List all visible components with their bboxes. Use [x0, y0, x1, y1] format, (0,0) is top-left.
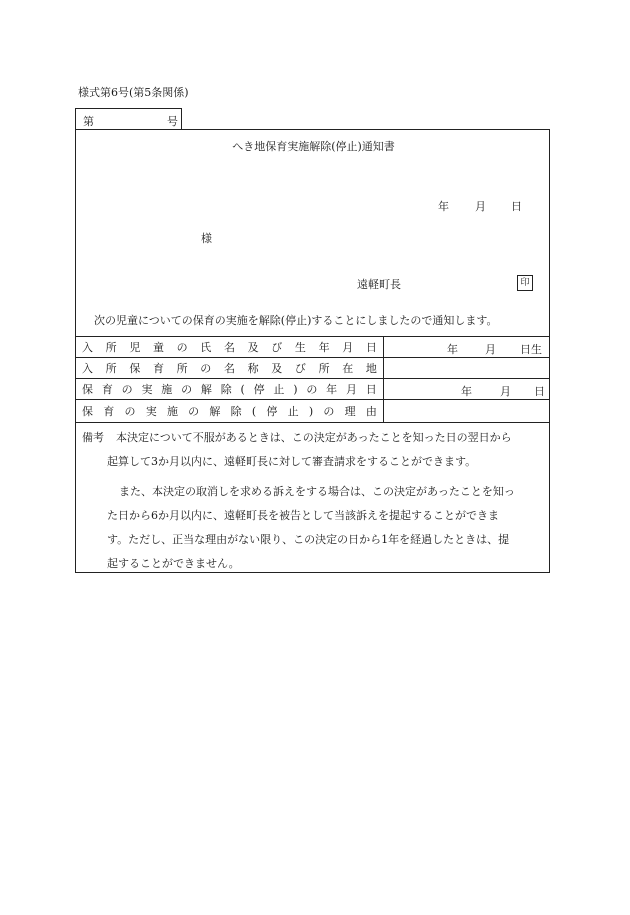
birth-year: 年	[447, 343, 458, 356]
date-month: 月	[475, 200, 486, 213]
row-value	[384, 379, 549, 399]
remarks-line: す。ただし、正当な理由がない限り、この決定の日から1年を経過したときは、提	[107, 533, 510, 546]
release-month: 月	[500, 385, 511, 398]
release-year: 年	[461, 385, 472, 398]
row-label: 保 育 の 実 施 の 解 除 ( 停 止 ) の 年 月 日	[76, 379, 384, 399]
form-label: 様式第6号(第5条関係)	[78, 86, 189, 99]
table-row	[76, 378, 549, 399]
remarks-line: 本決定について不服があるときは、この決定があったことを知った日の翌日から	[116, 431, 512, 444]
issue-date-line	[438, 198, 522, 214]
number-prefix: 第	[83, 115, 94, 128]
birth-month: 月	[485, 343, 496, 356]
table-row	[76, 336, 549, 357]
remarks-line: 起算して3か月以内に、遠軽町長に対して審査請求をすることができます。	[107, 455, 477, 468]
table-row	[76, 399, 549, 422]
row-label: 入 所 児 童 の 氏 名 及 び 生 年 月 日	[76, 337, 384, 357]
document-number-box	[75, 108, 182, 129]
row-label: 入 所 保 育 所 の 名 称 及 び 所 在 地	[76, 358, 384, 378]
table-row	[76, 357, 549, 378]
seal-mark: 印	[517, 275, 533, 291]
number-suffix: 号	[167, 115, 178, 128]
date-day: 日	[511, 200, 522, 213]
date-year: 年	[438, 200, 449, 213]
notice-frame	[75, 129, 550, 573]
addressee-suffix: 様	[201, 232, 212, 245]
row-value	[384, 358, 549, 378]
remarks-section	[76, 422, 549, 573]
row-value	[384, 337, 549, 357]
row-value	[384, 400, 549, 420]
remarks-line: た日から6か月以内に、遠軽町長を被告として当該訴えを提起することができま	[107, 509, 499, 522]
remarks-line: 起することができません。	[107, 557, 240, 570]
remarks-heading: 備考	[82, 431, 104, 444]
issuer-name: 遠軽町長	[357, 278, 401, 291]
notice-text: 次の児童についての保育の実施を解除(停止)することにしましたので通知します。	[94, 314, 498, 327]
document-title: へき地保育実施解除(停止)通知書	[232, 140, 395, 153]
row-label: 保 育 の 実 施 の 解 除 ( 停 止 ) の 理 由	[76, 400, 384, 422]
release-day: 日	[534, 385, 545, 398]
birth-day: 日生	[520, 343, 542, 356]
remarks-line: また、本決定の取消しを求める訴えをする場合は、この決定があったことを知っ	[119, 485, 515, 498]
